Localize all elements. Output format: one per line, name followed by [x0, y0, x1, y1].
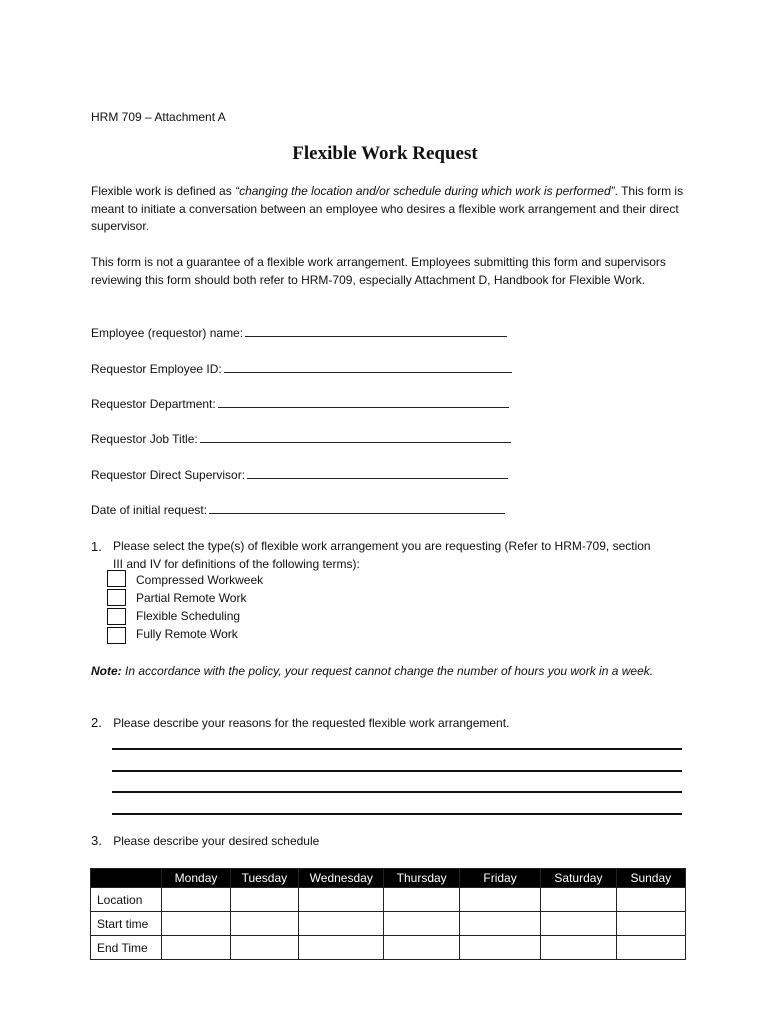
- schedule-cell[interactable]: [299, 936, 384, 960]
- reason-answer-line[interactable]: [112, 748, 682, 750]
- question-text: Please describe your desired schedule: [113, 834, 320, 848]
- row-label: Start time: [91, 912, 162, 936]
- job-title-field[interactable]: [91, 431, 511, 446]
- checkbox-compressed-workweek[interactable]: [107, 570, 126, 587]
- day-header: Wednesday: [299, 869, 384, 888]
- department-field[interactable]: [91, 396, 509, 411]
- question-3: [91, 833, 319, 848]
- schedule-cell[interactable]: [230, 912, 298, 936]
- row-label: End Time: [91, 936, 162, 960]
- schedule-cell[interactable]: [384, 912, 459, 936]
- schedule-cell[interactable]: [162, 888, 230, 912]
- day-header: Thursday: [384, 869, 459, 888]
- checkbox-partial-remote-work[interactable]: [107, 589, 126, 606]
- schedule-cell[interactable]: [162, 912, 230, 936]
- field-label: Requestor Employee ID:: [91, 362, 222, 376]
- schedule-table: [90, 868, 686, 960]
- request-date-line[interactable]: [209, 502, 505, 514]
- schedule-row-end-time: [91, 936, 686, 960]
- option-label: Compressed Workweek: [136, 573, 264, 587]
- field-label: Requestor Direct Supervisor:: [91, 468, 246, 482]
- field-label: Requestor Job Title:: [91, 432, 198, 446]
- schedule-header-row: [91, 869, 686, 888]
- schedule-cell[interactable]: [541, 936, 616, 960]
- schedule-cell[interactable]: [616, 936, 685, 960]
- schedule-cell[interactable]: [459, 912, 540, 936]
- day-header: Tuesday: [230, 869, 298, 888]
- direct-supervisor-line[interactable]: [247, 467, 508, 479]
- schedule-row-start-time: [91, 912, 686, 936]
- schedule-cell[interactable]: [384, 888, 459, 912]
- schedule-cell[interactable]: [230, 888, 298, 912]
- request-date-field[interactable]: [91, 502, 505, 517]
- page-title: Flexible Work Request: [292, 143, 478, 164]
- field-label: Employee (requestor) name:: [91, 326, 244, 340]
- schedule-cell[interactable]: [230, 936, 298, 960]
- schedule-cell[interactable]: [459, 936, 540, 960]
- field-label: Requestor Department:: [91, 397, 216, 411]
- flexible-work-definition: “changing the location and/or schedule during which work is performed”: [235, 184, 615, 198]
- intro-paragraph-2: This form is not a guarantee of a flexible work arrangement. Employees submitting this form and supervisors reviewing this form should both refer to HRM-709, especially Attachment D, Handbook for Flexible Work.: [91, 255, 666, 287]
- schedule-cell[interactable]: [616, 912, 685, 936]
- employee-id-line[interactable]: [224, 361, 512, 373]
- document-reference: HRM 709 – Attachment A: [91, 110, 226, 124]
- employee-id-field[interactable]: [91, 361, 512, 376]
- schedule-cell[interactable]: [616, 888, 685, 912]
- corner-cell: [91, 869, 162, 888]
- schedule-cell[interactable]: [162, 936, 230, 960]
- schedule-cell[interactable]: [541, 912, 616, 936]
- field-label: Date of initial request:: [91, 503, 208, 517]
- schedule-cell[interactable]: [384, 936, 459, 960]
- schedule-cell[interactable]: [459, 888, 540, 912]
- option-label: Fully Remote Work: [136, 627, 238, 641]
- schedule-cell[interactable]: [299, 912, 384, 936]
- question-number: 1.: [91, 539, 102, 554]
- note-text: In accordance with the policy, your request cannot change the number of hours you work in a week.: [121, 664, 654, 678]
- day-header: Saturday: [541, 869, 616, 888]
- employee-name-field[interactable]: [91, 325, 507, 340]
- schedule-row-location: [91, 888, 686, 912]
- question-number: 2.: [91, 715, 102, 730]
- schedule-cell[interactable]: [299, 888, 384, 912]
- option-label: Partial Remote Work: [136, 591, 247, 605]
- day-header: Monday: [162, 869, 230, 888]
- question-1: [91, 538, 661, 573]
- reason-answer-line[interactable]: [112, 813, 682, 815]
- employee-name-line[interactable]: [245, 325, 507, 337]
- checkbox-fully-remote-work[interactable]: [107, 627, 126, 644]
- schedule-cell[interactable]: [541, 888, 616, 912]
- option-label: Flexible Scheduling: [136, 609, 241, 623]
- question-text: Please select the type(s) of flexible work arrangement you are requesting (Refer to HRM-709, section III and IV for definitions of the following terms):: [113, 539, 651, 571]
- checkbox-flexible-scheduling[interactable]: [107, 608, 126, 625]
- question-number: 3.: [91, 833, 102, 848]
- row-label: Location: [91, 888, 162, 912]
- note-label: Note:: [91, 664, 122, 678]
- question-2: [91, 715, 509, 730]
- department-line[interactable]: [218, 396, 509, 408]
- direct-supervisor-field[interactable]: [91, 467, 508, 482]
- intro-text-start: Flexible work is defined as: [91, 184, 236, 198]
- policy-note: [91, 663, 691, 681]
- reason-answer-line[interactable]: [112, 770, 682, 772]
- intro-paragraph-1: [91, 183, 691, 236]
- day-header: Friday: [459, 869, 540, 888]
- day-header: Sunday: [616, 869, 685, 888]
- reason-answer-line[interactable]: [112, 791, 682, 793]
- question-text: Please describe your reasons for the requested flexible work arrangement.: [113, 716, 510, 730]
- intro-text-end: . This form is meant to initiate a conversation between an employee who desires a flexible work arrangement and their direct supervisor.: [91, 184, 684, 233]
- job-title-line[interactable]: [200, 431, 511, 443]
